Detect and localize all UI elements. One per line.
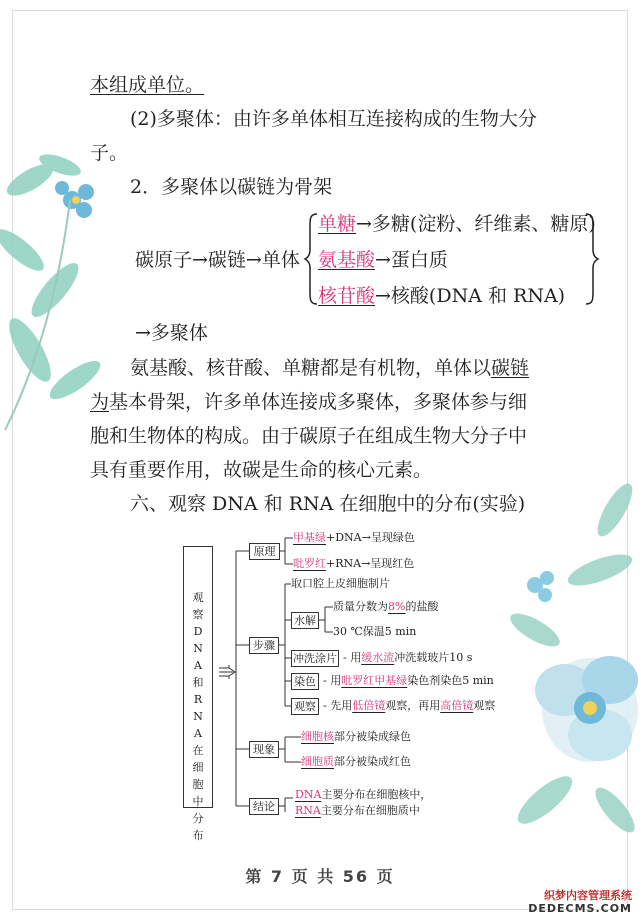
step-stain-box: 染色	[291, 673, 319, 690]
paragraph-line: 为基本骨架，许多单体连接成多聚体，多聚体参与细	[90, 391, 528, 413]
principle-item: 甲基绿+DNA→呈现绿色	[293, 531, 415, 544]
phenomenon-item: 细胞质部分被染成红色	[301, 755, 411, 768]
text-line: (2)多聚体：由许多单体相互连接构成的生物大分	[130, 108, 537, 130]
step-rinse-box: 冲洗涂片	[293, 652, 337, 665]
phenomenon-box: 现象	[249, 741, 279, 758]
watermark: 织梦内容管理系统 DEDECMS.COM	[528, 889, 632, 915]
step-detail: - 用吡罗红甲基绿染色剂染色5 min	[323, 674, 494, 687]
conclusion-item: DNA主要分布在细胞核中，	[295, 788, 432, 801]
steps-box: 步骤	[249, 637, 279, 654]
text-line: 本组成单位。	[90, 74, 205, 96]
principle-box: 原理	[249, 543, 280, 560]
chain-branch-3: 核苷酸→核酸(DNA 和 RNA)	[318, 285, 566, 307]
paragraph-line: 具有重要作用，故碳是生命的核心元素。	[90, 459, 433, 481]
step-detail: - 先用低倍镜观察，再用高倍镜观察	[323, 699, 496, 712]
paragraph-line: 氨基酸、核苷酸、单糖都是有机物，单体以碳链	[130, 357, 530, 379]
step-item: 取口腔上皮细胞制片	[291, 577, 390, 590]
paragraph-line: 胞和生物体的构成。由于碳原子在组成生物大分子中	[90, 425, 528, 447]
step-detail: 30 ℃保温5 min	[333, 625, 417, 638]
step-observe-box: 观察	[291, 698, 319, 715]
page-footer: 第 7 页 共 56 页	[245, 867, 395, 886]
conclusion-item: RNA主要分布在细胞质中	[295, 804, 420, 817]
text-line: 子。	[90, 142, 129, 164]
phenomenon-item: 细胞核部分被染成绿色	[301, 730, 411, 743]
step-detail: - 用缓水流冲洗载玻片10 s	[343, 651, 473, 664]
chain-branch-1: 单糖→多糖(淀粉、纤维素、糖原)	[318, 213, 596, 235]
chain-branch-2: 氨基酸→蛋白质	[318, 249, 448, 271]
step-detail: 质量分数为8%的盐酸	[333, 600, 439, 613]
chain-start: 碳原子→碳链→单体	[135, 249, 300, 271]
conclusion-box: 结论	[249, 798, 279, 815]
section-heading: 2．多聚体以碳链为骨架	[130, 176, 333, 198]
section-heading: 六、观察 DNA 和 RNA 在细胞中的分布(实验)	[130, 493, 526, 515]
step-hydrolysis-box: 水解	[291, 612, 319, 629]
diagram-root-box: 观察DNA和RNA在细胞中分布	[183, 546, 213, 808]
principle-item: 吡罗红+RNA→呈现红色	[293, 557, 415, 570]
chain-end: →多聚体	[135, 322, 208, 344]
